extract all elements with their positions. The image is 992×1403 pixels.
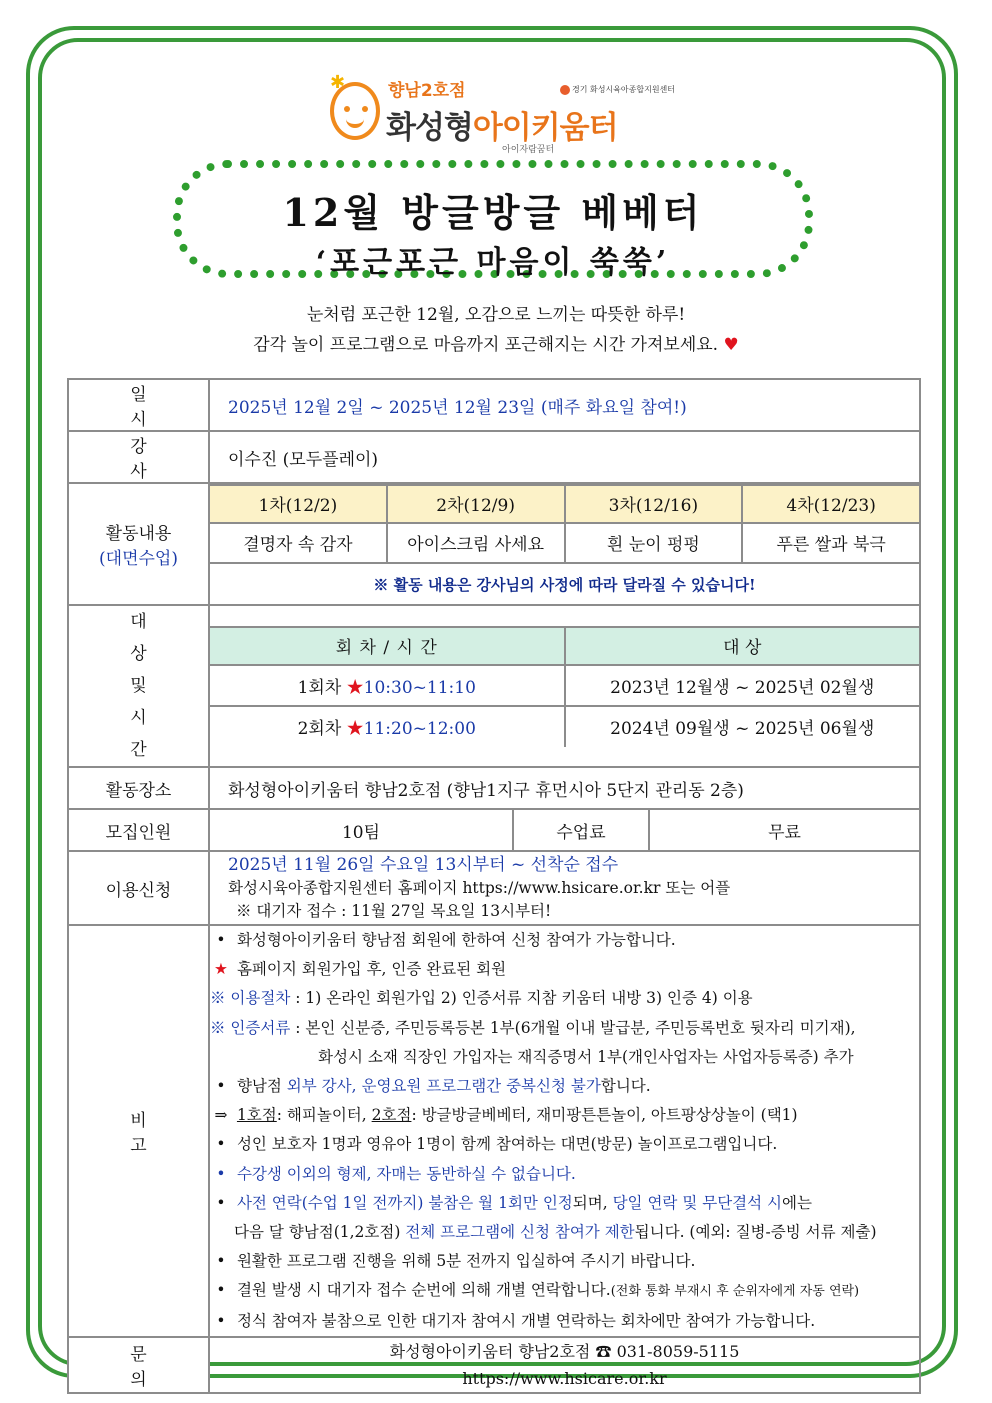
- slot-2: 2회차 ★11:20~12:00: [209, 706, 565, 747]
- star-icon: ✱: [330, 72, 346, 93]
- head-target: 대 상: [565, 627, 921, 665]
- notes-cell: [209, 925, 920, 1337]
- intro-line-1: 눈처럼 포근한 12월, 오감으로 느끼는 따뜻한 하루!: [306, 305, 686, 325]
- session-3: 3차(12/16): [565, 485, 743, 523]
- slot-2-target: 2024년 09월생 ~ 2025년 06월생: [565, 706, 921, 747]
- note-4-cont: 화성시 소재 직장인 가입자는 재직증명서 1부(개인사업자는 사업자등록증) 추가: [318, 1047, 854, 1066]
- logo-branch: 향남2호점: [388, 81, 466, 101]
- smiley-face-icon: [330, 82, 380, 140]
- heart-icon: ♥: [723, 335, 739, 355]
- contact-line-1: 화성형아이키움터 향남2호점 ☎ 031-8059-5115: [389, 1341, 740, 1361]
- place-label: 활동장소: [68, 767, 209, 809]
- note-12: • 결원 발생 시 대기자 접수 순번에 의해 개별 연락합니다.(전화 통화 부재시 후 순위자에게 자동 연락): [216, 1281, 860, 1300]
- info-table: [67, 378, 921, 1394]
- recruit-label: 모집인원: [68, 809, 209, 851]
- note-13: • 정식 참여자 불참으로 인한 대기자 참여시 개별 연락하는 회차에만 참여가 가능합니다.: [216, 1311, 816, 1330]
- fee-value: 무료: [649, 809, 920, 851]
- intro-line-2: 감각 놀이 프로그램으로 마음까지 포근해지는 시간 가져보세요. ♥: [253, 335, 739, 355]
- title-box: [173, 160, 813, 278]
- fee-label: 수업료: [513, 809, 649, 851]
- note-5: • 향남점 외부 강사, 운영요원 프로그램간 중복신청 불가합니다.: [216, 1077, 651, 1096]
- note-7: • 성인 보호자 1명과 영유아 1명이 함께 참여하는 대면(방문) 놀이프로그램입니다.: [216, 1135, 778, 1154]
- contact-label: 문의: [68, 1337, 209, 1393]
- activity-label: 활동내용 (대면수업): [68, 483, 209, 605]
- note-11: • 원활한 프로그램 진행을 위해 5분 전까지 입실하여 주시기 바랍니다.: [216, 1252, 696, 1271]
- note-3: ※ 이용절차 : 1) 온라인 회원가입 2) 인증서류 지참 키움터 내방 3) 인증 4) 이용: [210, 989, 753, 1008]
- phone-icon: ☎: [595, 1341, 612, 1361]
- note-8: • 수강생 이외의 형제, 자매는 동반하실 수 없습니다.: [216, 1164, 576, 1183]
- logo-name: 화성형아이키움터: [386, 110, 618, 146]
- recruit-value: 10팀: [209, 809, 513, 851]
- apply-label: 이용신청: [68, 851, 209, 925]
- apply-line-2: 화성시육아종합지원센터 홈페이지 https://www.hsicare.or.kr 또는 어플: [228, 878, 731, 897]
- teacher-label: 강사: [68, 431, 209, 483]
- slot-1-target: 2023년 12월생 ~ 2025년 02월생: [565, 665, 921, 706]
- page-subtitle: ‘포근포근 마음이 쑥쑥’: [315, 245, 671, 280]
- activity-note: ※ 활동 내용은 강사님의 사정에 따라 달라질 수 있습니다!: [209, 563, 920, 605]
- recruit-cell: [209, 809, 920, 851]
- topic-1: 결명자 속 감자: [209, 523, 387, 563]
- note-1: • 화성형아이키움터 향남점 회원에 한하여 신청 참여가 가능합니다.: [216, 931, 676, 949]
- topic-2: 아이스크림 사세요: [387, 523, 565, 563]
- session-2: 2차(12/9): [387, 485, 565, 523]
- apply-line-3: ※ 대기자 접수 : 11월 27일 목요일 13시부터!: [236, 901, 552, 920]
- intro: [0, 300, 992, 360]
- notes-label: 비고: [68, 925, 209, 1337]
- place-value: 화성형아이키움터 향남2호점 (향남1지구 휴먼시아 5단지 관리동 2층): [209, 767, 920, 809]
- center-logo-icon: [560, 85, 570, 95]
- star-icon: ★: [346, 677, 364, 698]
- note-2: ★ 홈페이지 회원가입 후, 인증 완료된 회원: [210, 955, 919, 984]
- head-session-time: 회 차 / 시 간: [209, 627, 565, 665]
- teacher-value: 이수진 (모두플레이): [209, 431, 920, 483]
- note-4: ※ 인증서류 : 본인 신분증, 주민등록등본 1부(6개월 이내 발급분, 주민등록번호 뒷자리 미기재),: [210, 1018, 856, 1037]
- topic-4: 푸른 쌀과 북극: [742, 523, 920, 563]
- slot-1: 1회차 ★10:30~11:10: [209, 665, 565, 706]
- page-title: 12월 방글방글 베베터: [282, 190, 704, 235]
- star-icon: ★: [346, 719, 364, 739]
- contact-url[interactable]: https://www.hsicare.or.kr: [462, 1368, 667, 1388]
- center-logo: 경기 화성시육아종합지원센터: [560, 84, 675, 95]
- note-6: ⇒ 1호점: 해피놀이터, 2호점: 방글방글베베터, 재미팡튼튼놀이, 아트팡상상놀이 (택1): [214, 1106, 798, 1125]
- activity-cell: [209, 483, 920, 605]
- date-label: 일시: [68, 379, 209, 431]
- target-cell: [209, 605, 920, 767]
- apply-line-1: 2025년 11월 26일 수요일 13시부터 ~ 선착순 접수: [228, 854, 619, 875]
- apply-cell: [209, 851, 920, 925]
- topic-3: 흰 눈이 펑펑: [565, 523, 743, 563]
- target-label: 대상 및 시간: [68, 605, 209, 767]
- note-10: 다음 달 향남점(1,2호점) 전체 프로그램에 신청 참여가 제한됩니다. (예외: 질병-증빙 서류 제출): [234, 1223, 877, 1242]
- date-value: 2025년 12월 2일 ~ 2025년 12월 23일 (매주 화요일 참여!): [209, 379, 920, 431]
- contact-cell: [209, 1337, 920, 1393]
- note-9: • 사전 연락(수업 1일 전까지) 불참은 월 1회만 인정되며, 당일 연락 및 무단결석 시에는: [216, 1193, 812, 1212]
- star-icon: ★: [214, 960, 228, 979]
- session-4: 4차(12/23): [742, 485, 920, 523]
- logo-sub: 아이자람꿈터: [502, 145, 555, 155]
- session-1: 1차(12/2): [209, 485, 387, 523]
